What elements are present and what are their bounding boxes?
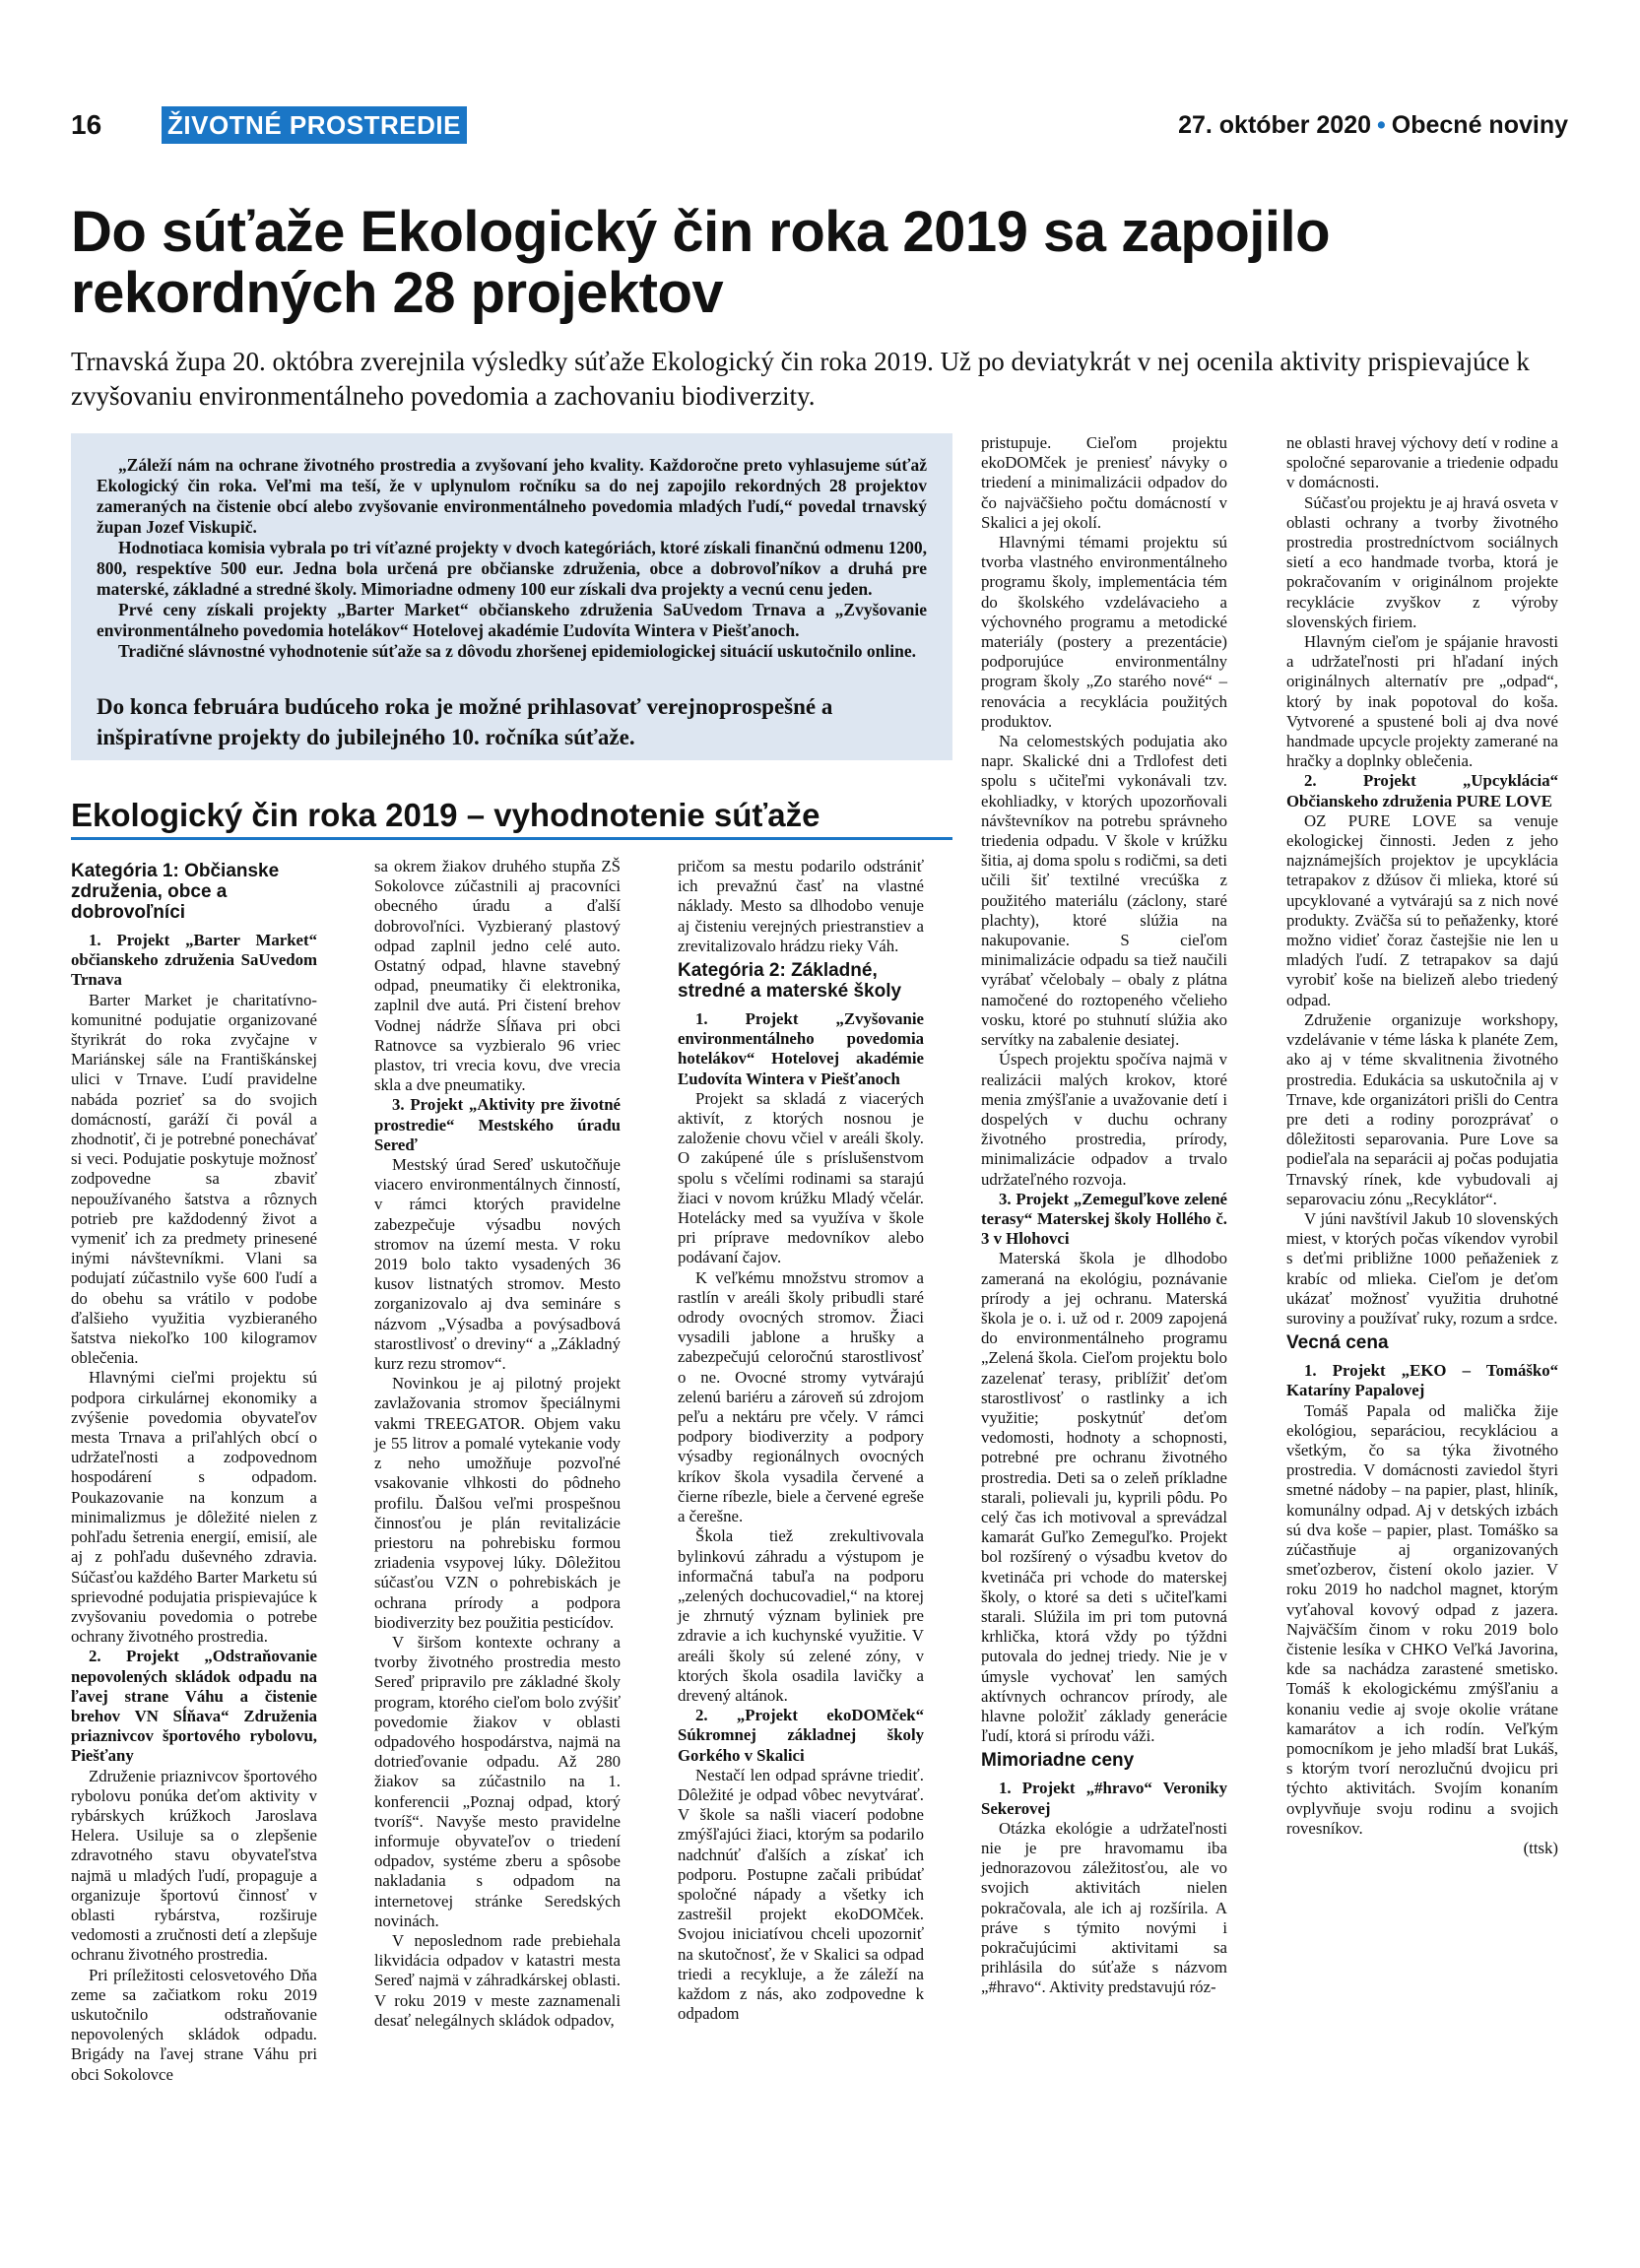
results-heading: Ekologický čin roka 2019 – vyhodnotenie súťaže (71, 796, 952, 840)
text-column-2 (374, 857, 621, 2031)
project-title: 2. Projekt „Upcyklácia“ Občianskeho združenia PURE LOVE (1286, 771, 1558, 810)
category-heading: Kategória 2: Základné, stredné a materské školy (678, 960, 902, 1003)
body-paragraph: Mestský úrad Sereď uskutočňuje viacero environmentálnych činností, v rámci ktorých pravidelne zabezpečuje výsadbu nových stromov na území mesta. V roku 2019 bolo takto vysadených 36 kusov listnatých stromov. Mesto zorganizovalo aj dva semináre s názvom „Výsadba a povýsadbová starostlivosť o dreviny“ a „Základný kurz rezu stromov“. (374, 1155, 621, 1374)
body-paragraph: Otázka ekológie a udržateľnosti nie je pre hravomamu iba jednorazovou záležitosťou, ale vo svojich aktivitách nielen pokračovala, ale ich aj rozšírila. A práve s týmito novými i pokračujúcimi aktivitami sa prihlásila do súťaže s názvom „#hravo“. Aktivity predstavujú róz- (981, 1818, 1227, 1997)
body-paragraph: pristupuje. Cieľom projektu ekoDOMček je preniesť návyky o triedení a minimalizácii odpadov do čo najväčšieho počtu domácností v Skalici a jej okolí. (981, 433, 1227, 532)
page-number: 16 (71, 109, 102, 140)
issue-info (1178, 106, 1568, 144)
body-paragraph: OZ PURE LOVE sa venuje ekologickej činnosti. Jeden z jeho najznámejších projektov je upcyklácia tetrapakov z džúsov či mlieka, ktoré sú upcyklované a vytvárajú sa z nich nové produkty. Zväčša sú to peňaženky, ktoré možno vidieť čoraz častejšie nie len u mladých ľudí. Z tetrapakov sa dajú vyrobiť koše na bielizeň alebo triedený odpad. (1286, 810, 1558, 1009)
body-paragraph: Škola tiež zrekultivovala bylinkovú záhradu a výstupom je informačná tabuľa na podporu „zelených dochucovadiel,“ na ktorej je zhrnutý význam byliniek pre zdravie a ich kuchynské využitie. V areáli školy sú zelené zóny, v ktorých škola osadila lavičky a drevený altánok. (678, 1526, 924, 1705)
text-column-1 (71, 857, 317, 2085)
body-paragraph: V širšom kontexte ochrany a tvorby životného prostredia mesto Sereď pripravilo pre základné školy program, ktorého cieľom bolo zvýšiť povedomie žiakov v oblasti odpadového hospodárstva, najmä na dotrieďovanie odpadu. Až 280 žiakov sa zúčastnilo na 1. konferencii „Poznaj odpad, ktorý tvoríš“. Navyše mesto pravidelne informuje obyvateľov o triedení odpadov, systéme zberu a spôsobe nakladania s odpadom na internetovej stránke Seredských novinách. (374, 1632, 621, 1930)
issue-date: 27. október 2020 (1178, 111, 1372, 139)
box-quote: „Záleží nám na ochrane životného prostredia a zvyšovaní jeho kvality. Každoročne preto vyhlasujeme súťaž Ekologický čin roka. Veľmi ma teší, že v uplynulom ročníku sa do nej zapojilo rekordných 28 projektov zameraných na čistenie obcí alebo zvyšovanie environmentálneho povedomia mladých ľudí,“ povedal trnavský župan Jozef Viskupič. (97, 455, 927, 537)
project-title: 3. Projekt „Aktivity pre životné prostredie“ Mestského úradu Sereď (374, 1095, 621, 1154)
box-invitation: Do konca februára budúceho roka je možné prihlasovať verejnoprospešné a inšpiratívne projekty do jubilejného 10. ročníka súťaže. (97, 694, 833, 749)
body-paragraph: Združenie priaznivcov športového rybolovu ponúka deťom aktivity v rybárskych krúžkoch Jaroslava Helera. Usiluje sa o zlepšenie zdravotného stavu obyvateľstva najmä u mladých ľudí, propaguje a organizuje športovú činnosť v oblasti rybárstva, rozširuje vedomosti a zručnosti detí a zlepšuje ochranu životného prostredia. (71, 1766, 317, 1965)
project-title: 1. Projekt „Zvyšovanie environmentálneho povedomia hotelákov“ Hotelovej akadémie Ľudovíta Wintera v Piešťanoch (678, 1009, 924, 1088)
text-column-5 (1286, 433, 1558, 1858)
body-paragraph: Na celomestských podujatia ako napr. Skalické dni a Trdlofest deti spolu s učiteľmi vykonávali tzv. ekohliadky, v ktorých upozorňovali návštevníkov na potrebu správneho triedenia odpadu. V škole v krúžku šitia, aj doma spolu s rodičmi, sa deti učili šiť textilné vrecúška z použitého materiálu (záclony, staré plachty), ktoré slúžia na nakupovanie. S cieľom minimalizácie odpadu sa tiež naučili vyrábať včelobaly – obaly z plátna namočené do roztopeného včelieho vosku, ktoré po stuhnutí slúžia ako servítky na zabalenie desiatej. (981, 732, 1227, 1050)
body-paragraph: Projekt sa skladá z viacerých aktivít, z ktorých nosnou je založenie chovu včiel v areáli školy. O zakúpené úle s príslušenstvom spolu s včelími rodinami sa starajú žiaci v novom krúžku Mladý včelár. Hotelácky med sa využíva v škole pri príprave medovníkov alebo podávaní čajov. (678, 1088, 924, 1267)
body-paragraph: Hlavným cieľom je spájanie hravosti a udržateľnosti pri hľadaní iných originálnych alternatív pre „odpad“, ktorý by inak popotoval do koša. Vytvorené a spustené boli aj dva nové handmade upcycle projekty zamerané na hračky a doplnky oblečenia. (1286, 632, 1558, 771)
category-heading: Mimoriadne ceny (981, 1750, 1135, 1772)
project-title: 3. Projekt „Zemeguľkove zelené terasy“ Materskej školy Hollého č. 3 v Hlohovci (981, 1189, 1227, 1249)
project-title: 2. Projekt „Odstraňovanie nepovolených skládok odpadu na ľavej strane Váhu a čistenie brehov VN Sĺňava“ Združenia priaznivcov športového rybolovu, Piešťany (71, 1647, 317, 1766)
box-paragraph: Hodnotiaca komisia vybrala po tri víťazné projekty v dvoch kategóriách, ktoré získali finančnú odmenu 1200, 800, respektíve 500 eur. Jedna bola určená pre občianske združenia, obce a dobrovoľníkov a druhá pre materské, základné a stredné školy. Mimoriadne odmeny 100 eur získali dva projekty a vecnú cenu jeden. (97, 538, 927, 599)
body-paragraph: Hlavnými témami projektu sú tvorba vlastného environmentálneho programu školy, implementácia tém do školského vzdelávacieho a výchovného programu a metodické materiály (postery a prezentácie) podporujúce environmentálny program školy „Zo starého nové“ – renovácia a recyklácia použitých produktov. (981, 533, 1227, 731)
body-paragraph: Novinkou je aj pilotný projekt zavlažovania stromov špeciálnymi vakmi TREEGATOR. Objem vaku je 55 litrov a pomalé vytekanie vody z neho umožňuje pozvoľné vsakovanie vlhkosti do pôdneho profilu. Ďalšou veľmi prospešnou činnosťou je plán revitalizácie priestoru na pohrebisku formou zriadenia vsypovej lúky. Dôležitou súčasťou VZN o pohrebiskách je ochrana prírody a podpora biodiverzity bez použitia pesticídov. (374, 1374, 621, 1632)
body-paragraph: Hlavnými cieľmi projektu sú podpora cirkulárnej ekonomiky a zvýšenie povedomia obyvateľov mesta Trnava a priľahlých obcí o udržateľnosti a zodpovednom hospodárení s odpadom. Poukazovanie na konzum a minimalizmus je dôležité nielen z pohľadu šetrenia energií, emisií, ale aj z pohľadu duševného zdravia. Súčasťou každého Barter Marketu sú sprievodné podujatia prispievajúce k zvyšovaniu povedomia o potrebe ochrany životného prostredia. (71, 1368, 317, 1647)
body-paragraph: Združenie organizuje workshopy, vzdelávanie v téme láska k planéte Zem, ako aj v téme skvalitnenia životného prostredia. Edukácia sa uskutočnila aj v Trnave, kde organizátori prišli do Centra pre deti a rodiny porozprávať o dôležitosti separovania. Pure Love sa podieľala na separácii aj počas podujatia Trnavský rínek, kde vybudovali aj separovaciu zónu „Recyklátor“. (1286, 1009, 1558, 1208)
body-paragraph: Súčasťou projektu je aj hravá osveta v oblasti ochrany a tvorby životného prostredia prostredníctvom sociálnych sietí a eco handmade tvorba, ktorá je pokračovaním v originálnom projekte recyklácie zvyškov z výroby slovenských firiem. (1286, 492, 1558, 631)
project-title: 1. Projekt „#hravo“ Veroniky Sekerovej (981, 1779, 1227, 1818)
separator-dot: • (1377, 111, 1386, 139)
body-paragraph: Barter Market je charitatívno-komunitné podujatie organizované štyrikrát do roka zvyčajne v Mariánskej sále na Františkánskej ulici v Trnave. Ľudí pravidelne nabáda pozrieť sa do svojich domácností, garáží či povál a zhodnotiť, či je potrebné ponechávať si veci. Podujatie poskytuje možnosť zodpovedne sa zbaviť nepoužívaného šatstva a rôznych potrieb pre každodenný život a vymeniť ich za predmety prinesené inými návštevníkmi. Vlani sa podujatí zúčastnilo vyše 600 ľudí a do obehu sa vrátilo v podobe ďalšieho využitia vyzbieraného šatstva niekoľko 100 kilogramov oblečenia. (71, 990, 317, 1368)
body-paragraph: V júni navštívil Jakub 10 slovenských miest, v ktorých počas víkendov vyrobil s deťmi približne 1000 peňaženiek z krabíc od mlieka. Cieľom je deťom ukázať možnosť využitia druhotné suroviny a používať ruky, rozum a srdce. (1286, 1208, 1558, 1328)
category-heading: Kategória 1: Občianske združenia, obce a dobrovoľníci (71, 861, 280, 923)
project-title: 2. „Projekt ekoDOMček“ Súkromnej základnej školy Gorkého v Skalici (678, 1706, 924, 1765)
body-paragraph: sa okrem žiakov druhého stupňa ZŠ Sokolovce zúčastnili aj pracovníci obecného úradu a ďalší dobrovoľníci. Vyzbieraný plastový odpad zaplnil jedno celé auto. Ostatný odpad, hlavne stavebný odpad, pneumatiky či elektronika, zaplnil dve autá. Pri čistení brehov Vodnej nádrže Sĺňava pri obci Ratnovce sa vyzbieralo 96 vriec plastov, tri vrecia kovu, dve vrecia skla a dve pneumatiky. (374, 857, 621, 1095)
section-label: ŽIVOTNÉ PROSTREDIE (162, 106, 467, 144)
article-headline: Do súťaže Ekologický čin roka 2019 sa zapojilo rekordných 28 projektov (71, 200, 1331, 325)
page-header (71, 106, 1568, 144)
body-paragraph: ne oblasti hravej výchovy detí v rodine a spoločné separovanie a triedenie odpadu v domácnosti. (1286, 433, 1558, 492)
project-title: 1. Projekt „EKO – Tomáško“ Kataríny Papalovej (1286, 1361, 1558, 1400)
body-paragraph: K veľkému množstvu stromov a rastlín v areáli školy pribudli staré odrody ovocných stromov. Žiaci vysadili jablone a hrušky a zabezpečujú celoročnú starostlivosť o ne. Ovocné stromy vytvárajú zelenú bariéru a zároveň sú zdrojom peľu a nektáru pre včely. V rámci podpory biodiverzity a podpory výsadby regionálnych ovocných kríkov škola vysadila červené a čierne ríbezle, biele a červené egreše a čerešne. (678, 1267, 924, 1526)
box-paragraph: Tradičné slávnostné vyhodnotenie súťaže sa z dôvodu zhoršenej epidemiologickej situácií uskutočnilo online. (118, 641, 916, 661)
body-paragraph: V neposlednom rade prebiehala likvidácia odpadov v katastri mesta Sereď najmä v záhradkárskej oblasti. V roku 2019 v meste zaznamenali desať nelegálnych skládok odpadov, (374, 1930, 621, 2030)
body-paragraph: Úspech projektu spočíva najmä v realizácii malých krokov, ktoré menia zmýšľanie a uvažovanie detí i dospelých v duchu ochrany životného prostredia, prírody, minimalizácie odpadov a trvalo udržateľného rozvoja. (981, 1050, 1227, 1189)
category-heading: Vecná cena (1286, 1332, 1389, 1354)
body-paragraph: Materská škola je dlhodobo zameraná na ekológiu, poznávanie prírody a jej ochranu. Materská škola je o. i. už od r. 2009 zapojená do environmentálneho programu „Zelená škola. Cieľom projektu bolo zazelenať terasy, priblížiť deťom starostlivosť o rastlinky a ich využitie; poskytnúť deťom vedomosti, hodnoty a schopnosti, potrebné pre ochranu životného prostredia. Deti sa o zeleň príkladne starali, polievali ju, kyprili pôdu. Po celý čas ich motivoval a sprevádzal kamarát Guľko Zemeguľko. Projekt bol rozšírený o výsadbu kvetov do kvetináča pri vchode do materskej školy, o ktoré sa deti s učiteľkami starali. Slúžila im pri tom putovná krhlička, ktorá vždy po týždni putovala do jednej triedy. Nie je v úmysle vychovať len samých aktívnych ochrancov prírody, ale hlavne položiť základy generácie ľudí, ktorá si prírodu váži. (981, 1249, 1227, 1746)
highlight-box (71, 433, 952, 760)
text-column-4 (981, 433, 1227, 1998)
box-paragraph: Prvé ceny získali projekty „Barter Market“ občianskeho združenia SaUvedom Trnava a „Zvyšovanie environmentálneho povedomia hotelákov“ Hotelovej akadémie Ľudovíta Wintera v Piešťanoch. (97, 600, 927, 640)
article-lead: Trnavská župa 20. októbra zverejnila výsledky súťaže Ekologický čin roka 2019. Už po deviatykrát v nej ocenila aktivity prispievajúce k zvyšovaniu environmentálneho povedomia a zachovaniu biodiverzity. (71, 347, 1530, 411)
body-paragraph: Nestačí len odpad správne triediť. Dôležité je odpad vôbec nevytvárať. V škole sa našli viacerí podobne zmýšľajúci žiaci, ktorým sa podarilo nadchnúť ďalších a získať ich podporu. Postupne začali pribúdať spoločné nápady a všetky ich zastrešil projekt ekoDOMček. Svojou iniciatívou chceli upozorniť na skutočnosť, že v Skalici sa odpad triedi a recykluje, a že záleží na každom z nás, ako zodpovedne k odpadom (678, 1765, 924, 2024)
body-paragraph: Pri príležitosti celosvetového Dňa zeme sa začiatkom roku 2019 uskutočnilo odstraňovanie nepovolených skládok odpadu. Brigády na ľavej strane Váhu pri obci Sokolovce (71, 1965, 317, 2084)
author-signature: (ttsk) (1523, 1839, 1558, 1858)
body-paragraph: pričom sa mestu podarilo odstrániť ich prevažnú časť na vlastné náklady. Mesto sa dlhodobo venuje aj čisteniu verejných priestranstiev a zrevitalizovalo hrádzu rieky Váh. (678, 857, 924, 955)
text-column-3 (678, 857, 924, 2024)
project-title: 1. Projekt „Barter Market“ občianskeho združenia SaUvedom Trnava (71, 931, 317, 990)
publication-name: Obecné noviny (1391, 111, 1568, 139)
body-paragraph: Tomáš Papala od malička žije ekológiou, separáciou, recykláciou a všetkým, čo sa týka životného prostredia. V domácnosti zaviedol štyri smetné nádoby – na papier, plast, hliník, komunálny odpad. Aj v detských izbách sú dva koše – papier, plast. Tomáško sa zúčastňuje aj organizovaných smeťozberov, čistení okolo jazier. V roku 2019 ho nadchol magnet, ktorým vyťahoval kovový odpad z jazera. Najväčším činom v roku 2019 bolo čistenie lesíka v CHKO Veľká Javorina, kde sa nachádza zarastené smetisko. Tomáš k ekologickému zmýšľaniu a konaniu vedie aj svoje okolie vrátane kamarátov a ich rodín. Veľkým pomocníkom je jeho mladší brat Lukáš, s ktorým tvorí nerozlučnú dvojicu pri týchto aktivitách. Svojím konaním ovplyvňuje svoju rodinu a svojich rovesníkov. (1286, 1400, 1558, 1838)
